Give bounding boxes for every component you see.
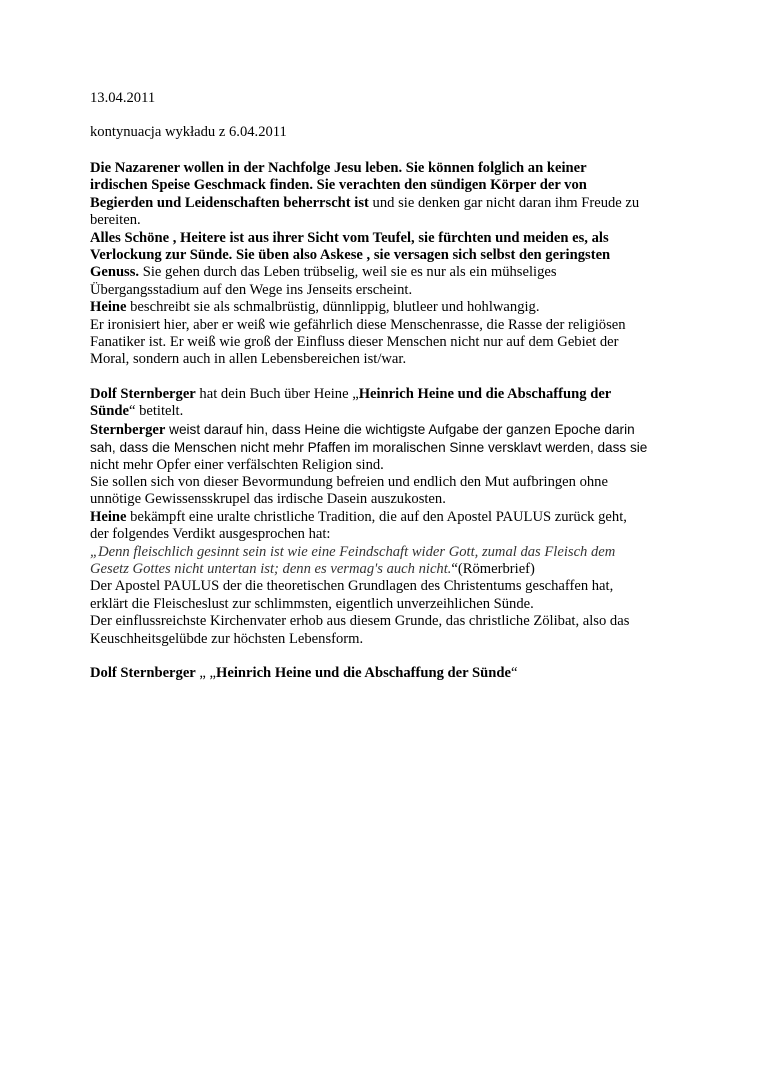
p2-line-2 bbox=[90, 247, 680, 264]
p4-line-1: Er ironisiert hier, aber er weiß wie gefährlich diese Menschenrasse, die Rasse der religiösen bbox=[90, 316, 626, 333]
p6-line-3: nicht mehr Opfer einer verfälschten Religion sind. bbox=[90, 456, 384, 473]
date-line: 13.04.2011 bbox=[90, 90, 156, 106]
document-body bbox=[90, 160, 680, 682]
p6-line-1 bbox=[90, 421, 680, 439]
p2-line-3 bbox=[90, 264, 680, 281]
p1-line-4: bereiten. bbox=[90, 212, 141, 229]
quote-line-2 bbox=[90, 561, 680, 578]
paragraph-gap bbox=[90, 369, 680, 386]
p9-line-2: erklärt die Fleischeslust zur schlimmsten, eigentlich unverzeihlichen Sünde. bbox=[90, 595, 534, 612]
p5-bold-title-end: Sünde bbox=[90, 403, 129, 420]
document-subtitle bbox=[90, 124, 680, 141]
p9-line-1: Der Apostel PAULUS der die theoretischen Grundlagen des Christentums geschaffen hat, bbox=[90, 578, 614, 595]
p3-text: beschreibt sie als schmalbrüstig, dünnlippig, blutleer und hohlwangig. bbox=[126, 299, 540, 316]
p3-line-1 bbox=[90, 299, 680, 316]
p2-bold-1: Alles Schöne , Heitere ist aus ihrer Sicht vom Teufel, sie fürchten und meiden es, als bbox=[90, 229, 609, 246]
paragraph-gap bbox=[90, 648, 680, 665]
subtitle-line: kontynuacja wykładu z 6.04.2011 bbox=[90, 124, 287, 140]
p6-bold: Sternberger bbox=[90, 421, 166, 438]
quote-source: “(Römerbrief) bbox=[451, 560, 535, 577]
quote-line-1: „Denn fleischlich gesinnt sein ist wie eine Feindschaft wider Gott, zumal das Fleisch dem bbox=[90, 543, 616, 560]
final-reference bbox=[90, 665, 680, 682]
p8-line-2: der folgendes Verdikt ausgesprochen hat: bbox=[90, 526, 331, 543]
p2-bold-3: Genuss. bbox=[90, 264, 140, 281]
p8-text-1: bekämpft eine uralte christliche Tradition, die auf den Apostel PAULUS zurück geht, bbox=[126, 508, 627, 525]
p7-line-1: Sie sollen sich von dieser Bevormundung befreien und endlich den Mut aufbringen ohne bbox=[90, 473, 608, 490]
p6-text-1: weist darauf hin, dass Heine die wichtigste Aufgabe der ganzen Epoche darin bbox=[165, 421, 635, 437]
p3-bold: Heine bbox=[90, 299, 127, 316]
p5-line-2 bbox=[90, 403, 680, 420]
final-bold-author: Dolf Sternberger bbox=[90, 664, 196, 681]
p1-line-3 bbox=[90, 195, 680, 212]
p2-text-3: Sie gehen durch das Leben trübselig, weil sie es nur als ein mühseliges bbox=[139, 264, 557, 281]
final-bold-title: Heinrich Heine und die Abschaffung der Sünde bbox=[216, 664, 511, 681]
document-date bbox=[90, 90, 680, 107]
p1-bold-1: Die Nazarener wollen in der Nachfolge Jesu leben. Sie können folglich an keiner bbox=[90, 160, 587, 176]
p2-bold-2: Verlockung zur Sünde. Sie üben also Askese , sie versagen sich selbst den geringsten bbox=[90, 247, 611, 264]
p6-line-2: sah, dass die Menschen nicht mehr Pfaffen im moralischen Sinne versklavt werden, dass sie bbox=[90, 440, 648, 456]
p5-bold-author: Dolf Sternberger bbox=[90, 385, 196, 402]
p10-line-1: Der einflussreichste Kirchenvater erhob aus diesem Grunde, das christliche Zölibat, also das bbox=[90, 613, 630, 630]
p5-text: hat dein Buch über Heine „ bbox=[195, 385, 359, 402]
p1-text-3: und sie denken gar nicht daran ihm Freude zu bbox=[368, 194, 640, 211]
p4-line-3: Moral, sondern auch in allen Lebensbereichen ist/war. bbox=[90, 351, 407, 368]
p4-line-2: Fanatiker ist. Er weiß wie groß der Einfluss dieser Menschen nicht nur auf dem Gebiet der bbox=[90, 334, 619, 351]
p1-bold-3: Begierden und Leidenschaften beherrscht ist bbox=[90, 194, 369, 211]
p7-line-2: unnötige Gewissensskrupel das irdische Dasein auszukosten. bbox=[90, 491, 446, 508]
final-text: „ „ bbox=[195, 664, 217, 681]
p2-line-1 bbox=[90, 230, 680, 247]
p1-line-2 bbox=[90, 177, 680, 194]
p1-bold-2: irdischen Speise Geschmack finden. Sie verachten den sündigen Körper der von bbox=[90, 177, 587, 194]
p5-line-1 bbox=[90, 386, 680, 403]
p2-line-4: Übergangsstadium auf den Wege ins Jenseits erscheint. bbox=[90, 281, 413, 298]
p10-line-2: Keuschheitsgelübde zur höchsten Lebensform. bbox=[90, 630, 364, 647]
p1-line-1 bbox=[90, 160, 680, 177]
quote-text-2: Gesetz Gottes nicht untertan ist; denn es vermag's auch nicht. bbox=[90, 560, 452, 577]
p8-line-1 bbox=[90, 509, 680, 526]
p5-text-end: “ betitelt. bbox=[128, 403, 184, 420]
p8-bold: Heine bbox=[90, 508, 127, 525]
final-text-end: “ bbox=[510, 664, 518, 681]
p5-bold-title: Heinrich Heine und die Abschaffung der bbox=[358, 385, 612, 402]
